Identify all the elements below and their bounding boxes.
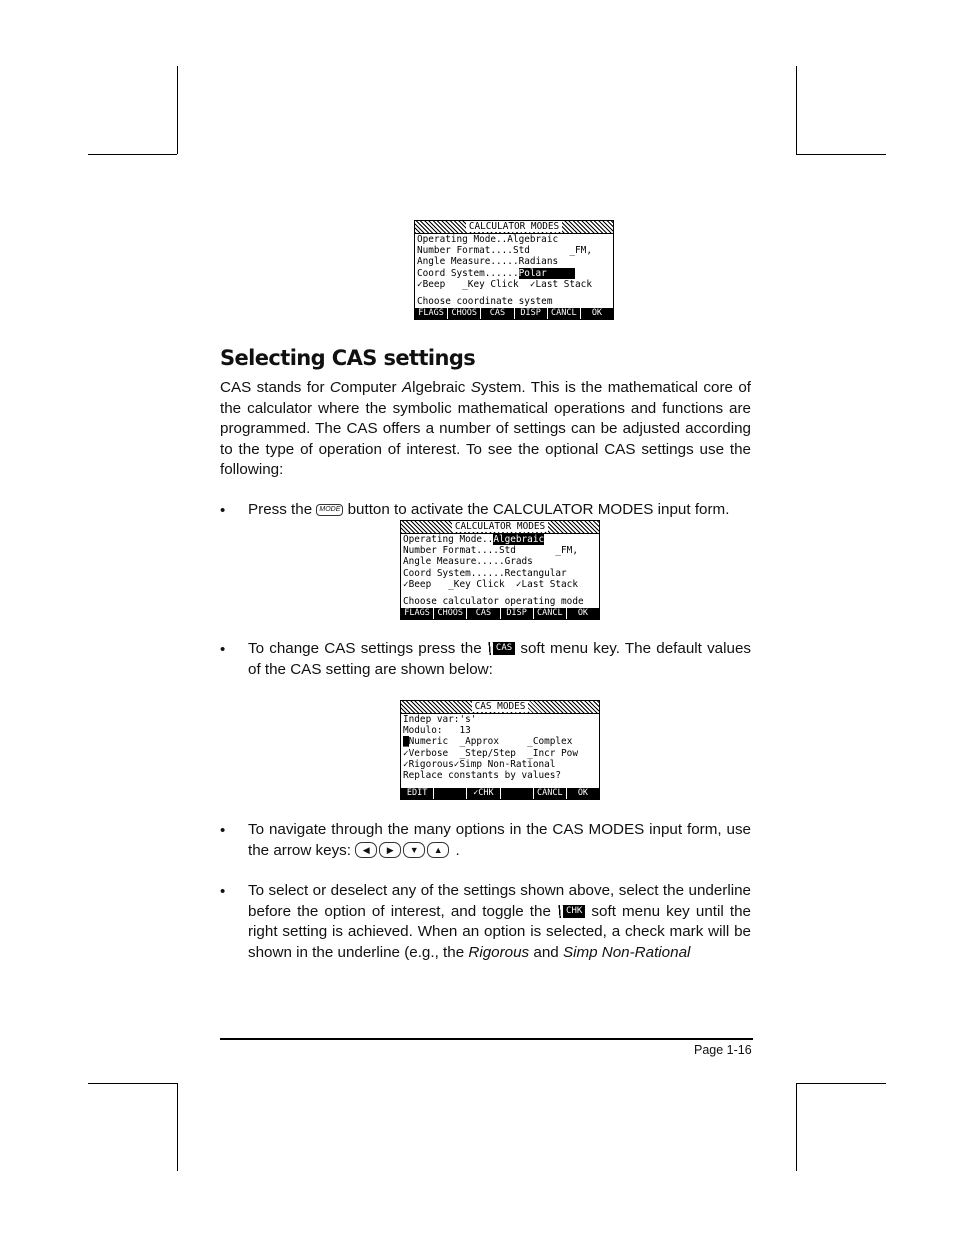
calculator-modes-screen-polar [414, 220, 614, 320]
bullet-text: To select or deselect any of the settings shown above, select the underline before the option of interest, and toggle the CHK soft menu key until the right setting is achieved. When an option is selected, a check mark will be shown in the underline (e.g., the Rigorous and Simp Non-Rational [248, 882, 751, 961]
screen-row: Modulo: 13 [403, 725, 471, 737]
cas-softkey-icon: CAS [487, 642, 515, 655]
softkey-disp: DISP [515, 308, 547, 319]
softkey-ok: OK [567, 788, 599, 799]
softkey-cancl: CANCL [534, 608, 566, 619]
softkey-cancl: CANCL [534, 788, 566, 799]
section-heading: Selecting CAS settings [220, 346, 476, 370]
screen-row: ✓Beep _Key Click ✓Last Stack [417, 278, 592, 290]
screen-row: ✓Verbose _Step/Step _Incr Pow [403, 747, 578, 759]
crop-mark [88, 154, 177, 155]
bullet-text: To change CAS settings press the CAS soft menu key. The default values of the CAS setting are shown below: [248, 640, 751, 678]
softkey-flags: FLAGS [401, 608, 433, 619]
crop-mark [177, 66, 178, 154]
screen-row: Angle Measure.....Grads [403, 556, 533, 568]
screen-row: Number Format....Std _FM, [417, 245, 592, 257]
crop-mark [796, 1083, 886, 1084]
left-arrow-key-icon: ◀ [355, 842, 377, 858]
screen-title: CAS MODES [401, 701, 599, 714]
screen-row: Number Format....Std _FM, [403, 545, 578, 557]
crop-mark [796, 66, 797, 154]
screen-row: Operating Mode..Algebraic [417, 234, 559, 245]
up-arrow-key-icon: ▲ [427, 842, 449, 858]
bullet-mark: • [220, 822, 226, 839]
soft-menu [401, 608, 599, 619]
screen-row: _Numeric _Approx _Complex [403, 736, 573, 748]
page-number: Page 1-16 [694, 1043, 752, 1057]
softkey-blank [501, 788, 533, 799]
down-arrow-key-icon: ▼ [403, 842, 425, 858]
screen-row: Operating Mode..Algebraic [403, 534, 545, 545]
highlighted-field: Polar [518, 267, 576, 279]
softkey-choos: CHOOS [448, 308, 480, 319]
bullet-text: Press the MODE button to activate the CALCULATOR MODES input form. [248, 501, 730, 518]
intro-paragraph: CAS stands for Computer Algebraic System. This is the mathematical core of the calculator where the symbolic mathematical operations and functions are programmed. The CAS offers a number of settings can be adjusted according to the type of operation of interest. To see the optional CAS settings use the following: [220, 379, 752, 478]
right-arrow-key-icon: ▶ [379, 842, 401, 858]
crop-mark [796, 1083, 797, 1171]
crop-mark [177, 1083, 178, 1171]
mode-key-icon: MODE [316, 504, 343, 516]
bullet-mark: • [220, 502, 226, 519]
bullet-text: To navigate through the many options in the CAS MODES input form, use the arrow keys: ◀ ▶ ▼ ▲ . [248, 821, 751, 859]
screen-prompt: Choose coordinate system [417, 295, 553, 307]
softkey-chk: ✓CHK [467, 788, 499, 799]
softkey-ok: OK [567, 608, 599, 619]
softkey-disp: DISP [501, 608, 533, 619]
softkey-blank [434, 788, 466, 799]
bullet-mark: • [220, 641, 226, 658]
screen-row: Replace constants by values? [403, 769, 562, 781]
crop-mark [796, 154, 886, 155]
screen-row: Indep var:'s' [403, 714, 477, 725]
screen-row: Coord System......Rectangular [403, 567, 567, 579]
soft-menu [401, 788, 599, 799]
screen-row: Coord System......Polar [417, 267, 576, 279]
screen-title: CALCULATOR MODES [401, 521, 599, 534]
highlighted-field: Algebraic [493, 534, 545, 545]
crop-mark [88, 1083, 177, 1084]
screen-title: CALCULATOR MODES [415, 221, 613, 234]
footer-rule [220, 1038, 753, 1040]
softkey-cancl: CANCL [548, 308, 580, 319]
calculator-modes-screen-algebraic [400, 520, 600, 620]
screen-row: ✓Beep _Key Click ✓Last Stack [403, 578, 578, 590]
screen-prompt: Choose calculator operating mode [403, 595, 584, 607]
softkey-ok: OK [581, 308, 613, 319]
screen-row: ✓Rigorous✓Simp Non-Rational [403, 758, 556, 770]
bullet-mark: • [220, 883, 226, 900]
soft-menu [415, 308, 613, 319]
screen-row: Angle Measure.....Radians [417, 256, 559, 268]
softkey-flags: FLAGS [415, 308, 447, 319]
softkey-choos: CHOOS [434, 608, 466, 619]
softkey-cas: CAS [467, 608, 499, 619]
highlighted-field: _ [403, 736, 409, 748]
softkey-cas: CAS [481, 308, 513, 319]
cas-modes-screen [400, 700, 600, 800]
chk-softkey-icon: CHK [557, 905, 585, 918]
softkey-edit: EDIT [401, 788, 433, 799]
